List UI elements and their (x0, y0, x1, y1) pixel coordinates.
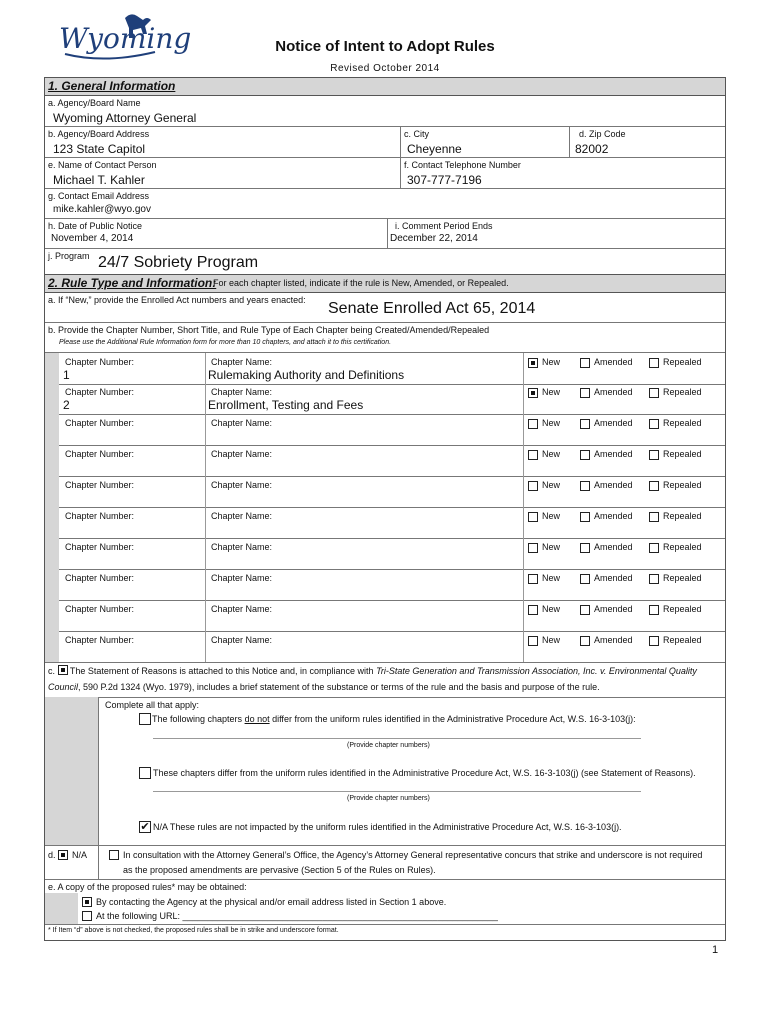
chapter-amended-checkbox[interactable] (580, 388, 590, 398)
chapter-repealed-checkbox[interactable] (649, 605, 659, 615)
chapter-repealed-label: Repealed (663, 387, 702, 397)
chapter-name-field[interactable]: Enrollment, Testing and Fees (208, 398, 364, 412)
statement-of-reasons-checkbox[interactable] (58, 665, 68, 675)
chapter-row (45, 476, 725, 508)
chapter-repealed-label: Repealed (663, 635, 702, 645)
chapter-repealed-checkbox[interactable] (649, 419, 659, 429)
page-title: Notice of Intent to Adopt Rules (275, 38, 495, 55)
chapter-number-label: Chapter Number: (65, 604, 135, 614)
footnote: * If Item “d” above is not checked, the proposed rules shall be in strike and underscore format. (48, 927, 339, 934)
agency-field[interactable]: Wyoming Attorney General (53, 111, 197, 125)
chapter-new-label: New (542, 511, 561, 521)
chapter-new-checkbox[interactable] (528, 481, 538, 491)
chapter-amended-checkbox[interactable] (580, 358, 590, 368)
program-label: j. Program (48, 251, 90, 261)
chapter-row (45, 352, 725, 385)
email-field[interactable]: mike.kahler@wyo.gov (53, 204, 151, 215)
chapter-row (45, 600, 725, 632)
uniform-differ-text: These chapters differ from the uniform rules identified in the Administrative Procedure Act, W.S. 16-3-103(j) (see Statement of Reasons). (153, 768, 696, 778)
chapter-name-label: Chapter Name: (211, 418, 273, 428)
chapter-repealed-label: Repealed (663, 573, 702, 583)
chapter-amended-label: Amended (594, 511, 633, 521)
chapter-row (45, 445, 725, 477)
email-label: g. Contact Email Address (48, 191, 150, 201)
chapter-repealed-checkbox[interactable] (649, 450, 659, 460)
chapter-name-label: Chapter Name: (211, 480, 273, 490)
enrolled-act-field[interactable]: Senate Enrolled Act 65, 2014 (328, 300, 536, 317)
chapter-repealed-label: Repealed (663, 511, 702, 521)
chapter-new-checkbox[interactable] (528, 419, 538, 429)
chapter-amended-label: Amended (594, 449, 633, 459)
chapter-amended-label: Amended (594, 635, 633, 645)
chapter-amended-checkbox[interactable] (580, 636, 590, 646)
item-e-url-text: At the following URL: _______________________________________________________________ (96, 911, 498, 921)
chapter-numbers-line-1[interactable] (153, 738, 641, 739)
contact-label: e. Name of Contact Person (48, 160, 157, 170)
na-uniform-checkbox[interactable]: ✔ (140, 821, 150, 833)
item-e-grey (45, 893, 78, 924)
chapter-new-checkbox[interactable] (528, 388, 538, 398)
statement-of-reasons: c. The Statement of Reasons is attached to this Notice and, in compliance with Tri-State Generation and Transmission Association, Inc. v. Environmental Quality Council, 590 P.2d 1324 (Wyo. 1979), includes a brief statement of the substance or terms of the rule and the basis and purpose of the rule. (48, 666, 697, 692)
chapter-name-label: Chapter Name: (211, 357, 273, 367)
chapter-amended-checkbox[interactable] (580, 450, 590, 460)
contact-field[interactable]: Michael T. Kahler (53, 173, 145, 187)
item-d-na-label: N/A (72, 850, 88, 860)
program-field[interactable]: 24/7 Sobriety Program (98, 254, 259, 271)
chapter-amended-label: Amended (594, 418, 633, 428)
item-d-prefix: d. (48, 850, 56, 860)
chapter-amended-checkbox[interactable] (580, 574, 590, 584)
agency-label: a. Agency/Board Name (48, 98, 141, 108)
chapter-number-label: Chapter Number: (65, 449, 135, 459)
chapter-amended-checkbox[interactable] (580, 543, 590, 553)
page-number: 1 (712, 944, 719, 956)
chapter-repealed-checkbox[interactable] (649, 512, 659, 522)
chapter-repealed-label: Repealed (663, 449, 702, 459)
chapter-new-checkbox[interactable] (528, 512, 538, 522)
chapter-new-checkbox[interactable] (528, 358, 538, 368)
section1-header (45, 78, 725, 96)
chapter-number-label: Chapter Number: (65, 573, 135, 583)
chapter-repealed-label: Repealed (663, 418, 702, 428)
chapter-new-checkbox[interactable] (528, 450, 538, 460)
phone-label: f. Contact Telephone Number (404, 160, 521, 170)
chapter-amended-label: Amended (594, 480, 633, 490)
chapter-number-label: Chapter Number: (65, 387, 135, 397)
chapter-new-checkbox[interactable] (528, 543, 538, 553)
chapters-note: Please use the Additional Rule Information form for more than 10 chapters, and attach it to this certification. (59, 339, 392, 346)
item-e-label: e. A copy of the proposed rules* may be obtained: (48, 882, 247, 892)
chapter-amended-label: Amended (594, 573, 633, 583)
chapter-row (45, 383, 725, 415)
na-uniform-text: N/A These rules are not impacted by the uniform rules identified in the Administrative Procedure Act, W.S. 16-3-103(j). (153, 822, 622, 832)
chapter-repealed-label: Repealed (663, 480, 702, 490)
chapter-number-label: Chapter Number: (65, 480, 135, 490)
chapter-amended-label: Amended (594, 387, 633, 397)
chapter-number-field[interactable]: 1 (63, 368, 70, 382)
grey-margin (45, 697, 98, 845)
chapter-repealed-checkbox[interactable] (649, 481, 659, 491)
zip-field[interactable]: 82002 (575, 142, 609, 156)
comment-end-field[interactable]: December 22, 2014 (390, 233, 478, 244)
uniform-differ-checkbox[interactable] (139, 767, 151, 779)
chapter-new-label: New (542, 449, 561, 459)
chapter-amended-checkbox[interactable] (580, 419, 590, 429)
chapter-numbers-line-2[interactable] (153, 791, 641, 792)
chapter-name-label: Chapter Name: (211, 604, 273, 614)
chapter-new-label: New (542, 604, 561, 614)
chapter-repealed-checkbox[interactable] (649, 358, 659, 368)
section1-heading: 1. General Information (48, 79, 176, 93)
chapter-new-checkbox[interactable] (528, 605, 538, 615)
chapter-new-label: New (542, 357, 561, 367)
phone-field[interactable]: 307-777-7196 (407, 173, 482, 187)
provide-numbers-1: (Provide chapter numbers) (347, 742, 430, 749)
chapter-name-label: Chapter Name: (211, 387, 273, 397)
item-e-agency-checkbox[interactable] (82, 897, 92, 907)
uniform-same-text: The following chapters do not differ from the uniform rules identified in the Administrative Procedure Act, W.S. 16-3-103(j): (152, 714, 636, 724)
chapter-row (45, 538, 725, 570)
notice-form (44, 77, 726, 941)
chapter-repealed-label: Repealed (663, 542, 702, 552)
chapter-number-label: Chapter Number: (65, 542, 135, 552)
comment-end-label: i. Comment Period Ends (395, 221, 493, 231)
uniform-same-checkbox[interactable] (139, 713, 151, 725)
item-e-agency-text: By contacting the Agency at the physical and/or email address listed in Section 1 above. (96, 897, 447, 907)
chapter-name-label: Chapter Name: (211, 573, 273, 583)
city-label: c. City (404, 129, 430, 139)
chapter-repealed-checkbox[interactable] (649, 574, 659, 584)
chapter-amended-checkbox[interactable] (580, 605, 590, 615)
complete-label: Complete all that apply: (105, 700, 200, 710)
chapter-name-label: Chapter Name: (211, 542, 273, 552)
chapter-new-checkbox[interactable] (528, 636, 538, 646)
enrolled-act-label: a. If “New,” provide the Enrolled Act numbers and years enacted: (48, 295, 306, 305)
chapter-amended-checkbox[interactable] (580, 512, 590, 522)
chapter-row (45, 414, 725, 446)
notice-date-label: h. Date of Public Notice (48, 221, 143, 231)
chapter-new-label: New (542, 387, 561, 397)
chapter-new-label: New (542, 480, 561, 490)
chapter-new-label: New (542, 635, 561, 645)
chapter-number-field[interactable]: 2 (63, 398, 70, 412)
chapter-number-label: Chapter Number: (65, 635, 135, 645)
item-d-consult-checkbox[interactable] (109, 850, 119, 860)
chapter-row (45, 569, 725, 601)
item-d-na-checkbox[interactable] (58, 850, 68, 860)
revision-date: Revised October 2014 (330, 63, 440, 74)
chapter-name-label: Chapter Name: (211, 449, 273, 459)
section2-header (45, 274, 725, 293)
chapter-new-checkbox[interactable] (528, 574, 538, 584)
chapter-repealed-checkbox[interactable] (649, 636, 659, 646)
address-label: b. Agency/Board Address (48, 129, 150, 139)
provide-numbers-2: (Provide chapter numbers) (347, 795, 430, 802)
notice-date-field[interactable]: November 4, 2014 (51, 233, 134, 244)
chapter-amended-label: Amended (594, 357, 633, 367)
address-field[interactable]: 123 State Capitol (53, 142, 146, 156)
section2-note: For each chapter listed, indicate if the rule is New, Amended, or Repealed. (213, 278, 509, 288)
chapter-amended-checkbox[interactable] (580, 481, 590, 491)
city-field[interactable]: Cheyenne (407, 142, 462, 156)
chapter-name-label: Chapter Name: (211, 511, 273, 521)
chapter-amended-label: Amended (594, 604, 633, 614)
chapter-new-label: New (542, 542, 561, 552)
chapter-new-label: New (542, 573, 561, 583)
section2-heading: 2. Rule Type and Information: (48, 276, 217, 290)
chapter-amended-label: Amended (594, 542, 633, 552)
chapter-name-field[interactable]: Rulemaking Authority and Definitions (208, 368, 405, 382)
chapter-new-label: New (542, 418, 561, 428)
zip-label: d. Zip Code (579, 129, 626, 139)
chapters-instruction: b. Provide the Chapter Number, Short Title, and Rule Type of Each Chapter being Created/Amended/Repealed (48, 325, 490, 335)
chapter-number-label: Chapter Number: (65, 511, 135, 521)
logo-text: Wyoming (59, 22, 192, 55)
chapter-row (45, 507, 725, 539)
chapter-repealed-label: Repealed (663, 357, 702, 367)
item-d-text-1: In consultation with the Attorney General’s Office, the Agency’s Attorney General representative concurs that strike and underscore is not required (123, 850, 703, 860)
chapter-row (45, 631, 725, 663)
chapter-number-label: Chapter Number: (65, 418, 135, 428)
chapter-repealed-checkbox[interactable] (649, 388, 659, 398)
chapter-repealed-label: Repealed (663, 604, 702, 614)
chapter-repealed-checkbox[interactable] (649, 543, 659, 553)
item-d-text-2: as the proposed amendments are pervasive (Section 5 of the Rules on Rules). (123, 865, 436, 875)
item-e-url-checkbox[interactable] (82, 911, 92, 921)
chapter-name-label: Chapter Name: (211, 635, 273, 645)
chapter-number-label: Chapter Number: (65, 357, 135, 367)
